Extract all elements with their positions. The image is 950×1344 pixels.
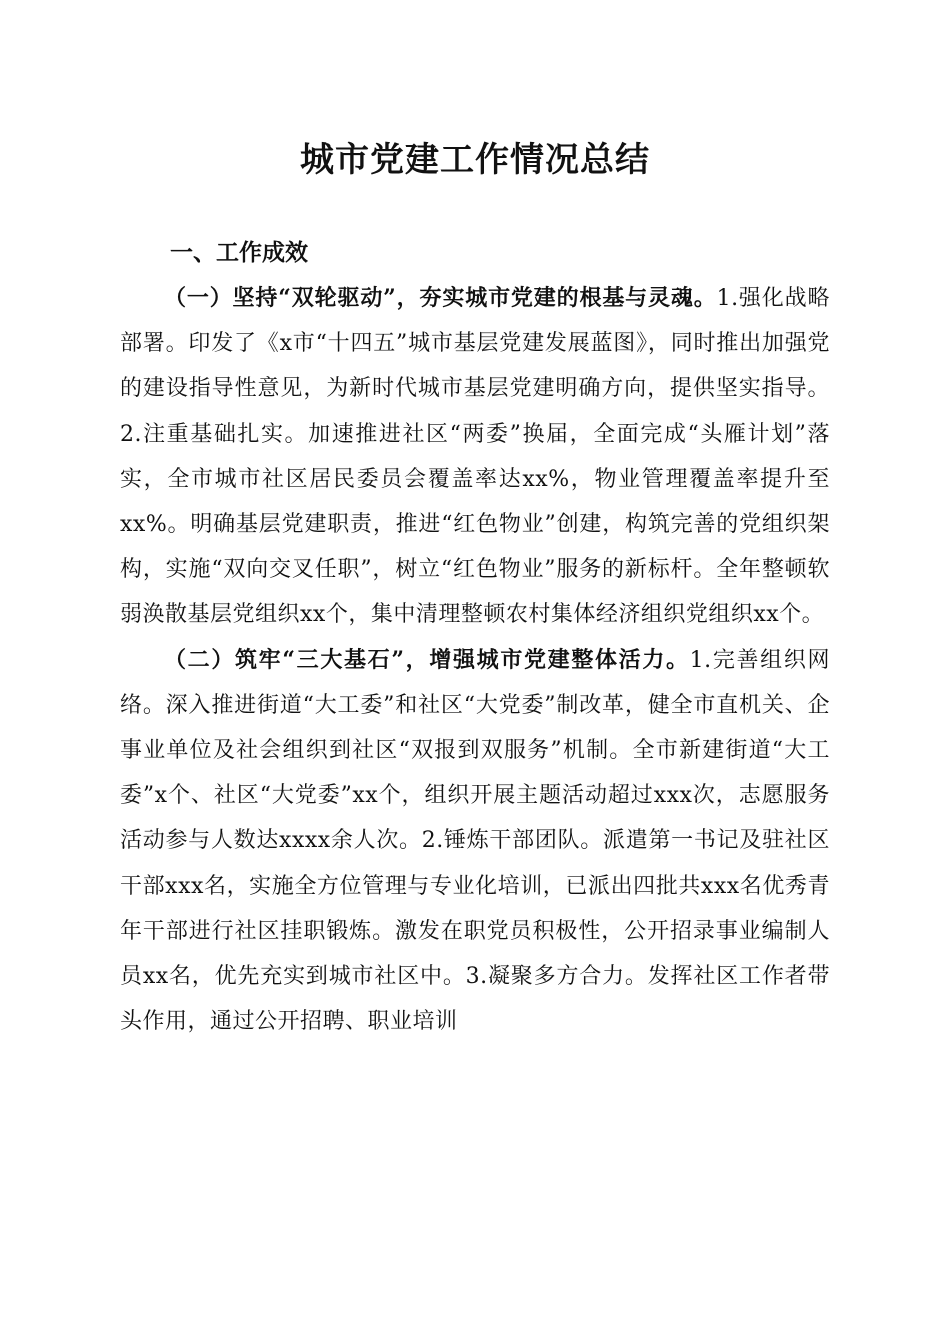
section-heading: 一、工作成效 [170,240,308,266]
paragraph-2 [120,638,830,1045]
paragraph-2-body: 1.完善组织网络。深入推进街道“大工委”和社区“大党委”制改革，健全市直机关、企事业单位及社会组织到社区“双报到双服务”机制。全市新建街道“大工委”x个、社区“大党委”xx个，组织开展主题活动超过xxx次，志愿服务活动参与人数达xxxx余人次。2.锤炼干部团队。派遣第一书记及驻社区干部xxx名，实施全方位管理与专业化培训，已派出四批共xxx名优秀青年干部进行社区挂职锻炼。激发在职党员积极性，公开招录事业编制人员xx名，优先充实到城市社区中。3.凝聚多方合力。发挥社区工作者带头作用，通过公开招聘、职业培训 [120,647,830,1035]
paragraph-2-lead: （二）筑牢“三大基石”，增强城市党建整体活力。 [164,646,690,673]
paragraph-1-body: 1.强化战略部署。印发了《x市“十四五”城市基层党建发展蓝图》，同时推出加强党的建设指导性意见，为新时代城市基层党建明确方向，提供坚实指导。2.注重基础扎实。加速推进社区“两委”换届，全面完成“头雁计划”落实，全市城市社区居民委员会覆盖率达xx%，物业管理覆盖率提升至xx%。明确基层党建职责，推进“红色物业”创建，构筑完善的党组织架构，实施“双向交叉任职”，树立“红色物业”服务的新标杆。全年整顿软弱涣散基层党组织xx个，集中清理整顿农村集体经济组织党组织xx个。 [120,286,830,628]
document-title: 城市党建工作情况总结 [300,140,650,180]
document-body [120,230,830,1044]
paragraph-1 [120,276,830,638]
paragraph-1-lead: （一）坚持“双轮驱动”，夯实城市党建的根基与灵魂。 [164,285,717,311]
